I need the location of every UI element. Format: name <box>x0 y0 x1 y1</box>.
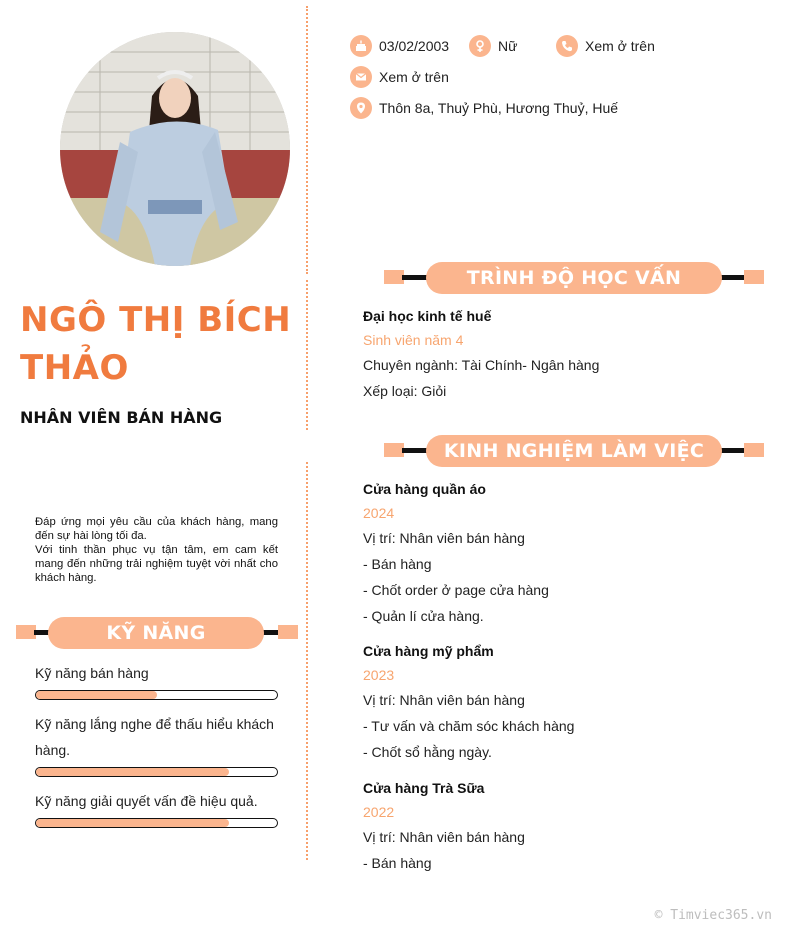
skill-label: Kỹ năng lắng nghe để thấu hiểu khách hàng. <box>35 716 274 758</box>
candidate-name: NGÔ THỊ BÍCH THẢO <box>20 300 292 388</box>
contact-email[interactable] <box>350 66 449 88</box>
skill-bar-fill <box>36 691 157 699</box>
job-detail: - Bán hàng <box>363 556 432 572</box>
summary-paragraph: Với tinh thần phục vụ tận tâm, em cam kết mang đến những trải nghiệm tuyệt vời nhất cho khách hàng. <box>35 544 278 584</box>
gender-text: Nữ <box>498 38 518 54</box>
career-summary <box>35 515 278 585</box>
email-icon <box>350 66 372 88</box>
job-detail: - Quản lí cửa hàng. <box>363 608 484 624</box>
experience-title: KINH NGHIỆM LÀM VIỆC <box>426 435 722 467</box>
address-text: Thôn 8a, Thuỷ Phù, Hương Thuỷ, Huế <box>379 100 619 116</box>
skill-label: Kỹ năng giải quyết vấn đề hiệu quả. <box>35 793 258 809</box>
job-detail: Vị trí: Nhân viên bán hàng <box>363 829 525 845</box>
skill-bar-fill <box>36 768 229 776</box>
summary-paragraph: Đáp ứng mọi yêu cầu của khách hàng, mang đến sự hài lòng tối đa. <box>35 516 278 542</box>
job-detail: - Chốt order ở page cửa hàng <box>363 582 549 598</box>
job-detail: - Tư vấn và chăm sóc khách hàng <box>363 718 575 734</box>
skills-section-header <box>16 617 298 649</box>
education-status: Sinh viên năm 4 <box>363 332 464 348</box>
job-detail: - Chốt sổ hằng ngày. <box>363 744 492 760</box>
job-company: Cửa hàng Trà Sữa <box>363 780 485 796</box>
map-pin-icon <box>350 97 372 119</box>
education-major: Chuyên ngành: Tài Chính- Ngân hàng <box>363 357 600 373</box>
education-title: TRÌNH ĐỘ HỌC VẤN <box>426 262 722 294</box>
gender-icon <box>469 35 491 57</box>
education-section-header <box>384 262 764 294</box>
skill-bar <box>35 767 278 777</box>
job-year: 2024 <box>363 505 395 521</box>
email-text: Xem ở trên <box>379 69 449 85</box>
cake-icon <box>350 35 372 57</box>
skill-label: Kỹ năng bán hàng <box>35 665 149 681</box>
contact-gender <box>469 35 517 57</box>
job-company: Cửa hàng mỹ phẩm <box>363 643 494 659</box>
skill-bar <box>35 818 278 828</box>
birthday-text: 03/02/2003 <box>379 38 450 54</box>
job-title: NHÂN VIÊN BÁN HÀNG <box>20 408 223 427</box>
profile-photo <box>60 32 290 266</box>
job-detail: Vị trí: Nhân viên bán hàng <box>363 692 525 708</box>
watermark-footer: © Timviec365.vn <box>654 908 772 923</box>
skill-bar <box>35 690 278 700</box>
contact-birthday <box>350 35 449 57</box>
phone-icon <box>556 35 578 57</box>
contact-phone[interactable] <box>556 35 655 57</box>
education-grade: Xếp loại: Giỏi <box>363 383 447 399</box>
skill-bar-fill <box>36 819 229 827</box>
job-year: 2023 <box>363 667 395 683</box>
education-school: Đại học kinh tế huế <box>363 308 492 324</box>
column-divider-middle <box>306 280 308 430</box>
job-detail: Vị trí: Nhân viên bán hàng <box>363 530 525 546</box>
contact-address <box>350 97 618 119</box>
experience-section-header <box>384 435 764 467</box>
skills-title: KỸ NĂNG <box>48 617 264 649</box>
column-divider-top <box>306 6 308 274</box>
column-divider-bottom <box>306 462 308 860</box>
phone-text: Xem ở trên <box>585 38 655 54</box>
job-company: Cửa hàng quần áo <box>363 481 486 497</box>
job-detail: - Bán hàng <box>363 855 432 871</box>
job-year: 2022 <box>363 804 395 820</box>
